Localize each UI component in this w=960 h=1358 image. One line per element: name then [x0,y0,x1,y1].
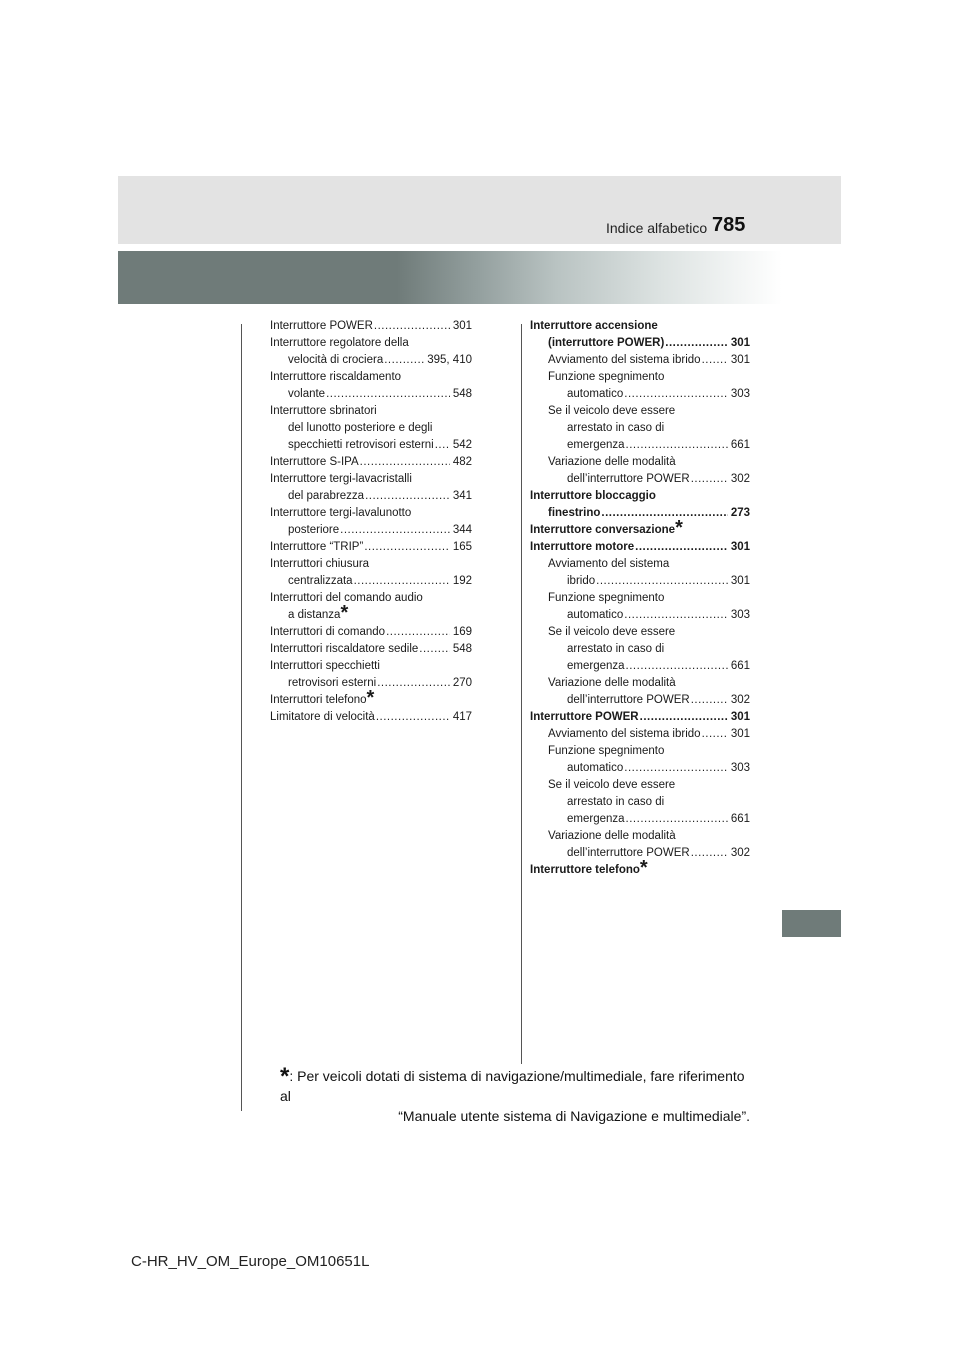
entry-term: a distanza [288,609,341,621]
footnote-line-1 [280,1063,750,1106]
index-entry [530,675,750,709]
dot-leader [702,726,728,743]
entry-line [270,505,472,522]
page-ref: 301 [452,320,472,332]
dot-leader [626,437,728,454]
dot-leader [624,760,728,777]
index-entry [270,318,472,335]
entry-term: Variazione delle modalità [548,830,676,842]
entry-term: Se il veicolo deve essere [548,779,676,791]
dot-leader [691,471,728,488]
dot-leader [596,573,728,590]
entry-line [530,743,750,760]
entry-term: emergenza [567,660,625,672]
index-entry [530,726,750,743]
entry-term: del parabrezza [288,490,365,502]
index-entry [530,624,750,675]
asterisk-mark: * [639,857,648,879]
entry-term: arrestato in caso di [567,422,665,434]
entry-line [530,675,750,692]
entry-line [530,403,750,420]
dot-leader [419,641,450,658]
entry-term: Interruttori del comando audio [270,592,423,604]
entry-line [270,420,472,437]
index-entry [270,403,472,454]
entry-line [270,624,472,641]
index-entry [530,352,750,369]
entry-line [530,607,750,624]
page-ref: 542 [452,439,472,451]
entry-term: specchietti retrovisori esterni [288,439,434,451]
index-entry [270,624,472,641]
entry-term: Interruttore motore [530,541,635,553]
entry-term: Se il veicolo deve essere [548,405,676,417]
entry-line [530,641,750,658]
entry-term: del lunotto posteriore e degli [288,422,433,434]
header-gradient-band [118,251,782,304]
entry-line [270,590,472,607]
index-entry [530,743,750,777]
entry-term: Avviamento del sistema ibrido [548,728,701,740]
entry-term: Variazione delle modalità [548,677,676,689]
dot-leader [691,845,728,862]
dot-leader [376,709,450,726]
entry-term: automatico [567,762,624,774]
dot-leader [377,675,450,692]
page-ref: 169 [452,626,472,638]
entry-line [530,777,750,794]
entry-line [270,369,472,386]
entry-line [530,505,750,522]
entry-line [270,352,472,369]
entry-term: emergenza [567,813,625,825]
index-entry [530,517,750,539]
entry-line [530,335,750,352]
entry-term: velocità di crociera [288,354,384,366]
page-ref: 192 [452,575,472,587]
entry-term: Funzione spegnimento [548,592,665,604]
page-ref: 303 [730,388,750,400]
entry-term: Avviamento del sistema ibrido [548,354,701,366]
index-entry [270,709,472,726]
entry-line [270,539,472,556]
entry-term: dell’interruttore POWER [567,847,690,859]
entry-line [270,335,472,352]
dot-leader [624,386,728,403]
entry-line [530,658,750,675]
dot-leader [635,539,728,556]
entry-line [270,709,472,726]
dot-leader [626,811,728,828]
entry-term: Interruttore accensione [530,320,658,332]
dot-leader [364,539,450,556]
index-entry [530,403,750,454]
dot-leader [702,352,728,369]
entry-line [270,403,472,420]
entry-line [530,454,750,471]
entry-term: Interruttore “TRIP” [270,541,364,553]
entry-term: arrestato in caso di [567,796,665,808]
dot-leader [640,709,728,726]
page-ref: 302 [730,694,750,706]
index-entry [270,505,472,539]
dot-leader [374,318,450,335]
section-title: Indice alfabetico [606,220,708,236]
entry-term: Interruttori specchietti [270,660,380,672]
dot-leader [665,335,728,352]
entry-line [270,602,472,624]
asterisk-mark: * [280,1063,290,1090]
page-ref: 661 [730,813,750,825]
index-entry [270,687,472,709]
page-ref: 301 [730,728,750,740]
page-ref: 165 [452,541,472,553]
entry-term: arrestato in caso di [567,643,665,655]
index-entry [530,369,750,403]
entry-line [530,811,750,828]
entry-term: centralizzata [288,575,353,587]
entry-term: dell’interruttore POWER [567,694,690,706]
page-ref: 395, 410 [427,354,472,366]
entry-term: Interruttore POWER [270,320,373,332]
entry-line [530,318,750,335]
entry-term: retrovisori esterni [288,677,377,689]
entry-term: Interruttore riscaldamento [270,371,402,383]
index-column-right [530,318,750,879]
entry-term: Se il veicolo deve essere [548,626,676,638]
entry-line [530,828,750,845]
entry-term: Interruttore sbrinatori [270,405,377,417]
entry-term: Funzione spegnimento [548,745,665,757]
entry-line [530,590,750,607]
index-entry [530,318,750,352]
index-entry [270,641,472,658]
entry-line [270,641,472,658]
entry-term: automatico [567,609,624,621]
dot-leader [624,607,728,624]
entry-line [270,454,472,471]
entry-line [530,573,750,590]
dot-leader [435,437,450,454]
index-entry [270,335,472,369]
index-entry [530,539,750,556]
asterisk-mark: * [340,602,349,624]
footnote [280,1063,750,1126]
entry-line [530,857,750,879]
footnote-line-2: “Manuale utente sistema di Navigazione e multimediale”. [398,1108,750,1124]
entry-term: volante [288,388,326,400]
entry-term: Interruttori chiusura [270,558,370,570]
entry-line [270,687,472,709]
index-entry [270,471,472,505]
page-ref: 548 [452,388,472,400]
dot-leader [626,658,728,675]
footnote-text-1: : Per veicoli dotati di sistema di navigazione/multimediale, fare riferimento al [280,1068,745,1104]
dot-leader [691,692,728,709]
section-thumb-tab [782,910,841,937]
entry-line [270,488,472,505]
entry-term: Variazione delle modalità [548,456,676,468]
page-ref: 301 [730,711,750,723]
entry-line [530,624,750,641]
entry-line [530,539,750,556]
entry-term: emergenza [567,439,625,451]
page-ref: 301 [730,575,750,587]
entry-line [530,386,750,403]
dot-leader [386,624,450,641]
entry-line [530,352,750,369]
entry-term: Avviamento del sistema [548,558,670,570]
dot-leader [365,488,450,505]
page-ref: 301 [730,337,750,349]
dot-leader [384,352,424,369]
page-ref: 303 [730,609,750,621]
index-entry [530,454,750,488]
document-code: C-HR_HV_OM_Europe_OM10651L [131,1253,370,1270]
entry-line [270,522,472,539]
entry-line [530,517,750,539]
page-ref: 661 [730,660,750,672]
index-entry [270,454,472,471]
entry-term: dell’interruttore POWER [567,473,690,485]
entry-line [530,709,750,726]
entry-term: Interruttore telefono [530,864,640,876]
index-entry [530,556,750,590]
entry-term: Interruttori telefono [270,694,367,706]
entry-line [530,369,750,386]
entry-term: Interruttore tergi-lavalunotto [270,507,412,519]
dot-leader [340,522,450,539]
index-entry [270,556,472,590]
page-ref: 482 [452,456,472,468]
entry-line [270,386,472,403]
index-entry [530,488,750,522]
entry-term: Interruttore conversazione [530,524,676,536]
entry-term: Interruttori di comando [270,626,386,638]
page-ref: 341 [452,490,472,502]
index-entry [270,369,472,403]
page-ref: 302 [730,847,750,859]
entry-line [530,760,750,777]
left-margin-rule [241,324,242,1111]
dot-leader [360,454,450,471]
dot-leader [354,573,450,590]
entry-term: Interruttore bloccaggio [530,490,656,502]
entry-line [270,318,472,335]
entry-term: posteriore [288,524,340,536]
entry-line [530,726,750,743]
page-ref: 548 [452,643,472,655]
entry-line [530,420,750,437]
entry-term: Interruttore regolatore della [270,337,409,349]
page-ref: 302 [730,473,750,485]
entry-line [270,658,472,675]
entry-term: ibrido [567,575,596,587]
asterisk-mark: * [675,517,683,539]
entry-term: finestrino [548,507,601,519]
entry-term: Interruttore tergi-lavacristalli [270,473,412,485]
index-entry [530,857,750,879]
index-entry [530,590,750,624]
entry-line [270,437,472,454]
entry-line [270,573,472,590]
page-number: 785 [712,214,746,236]
dot-leader [326,386,450,403]
entry-line [530,692,750,709]
entry-line [270,556,472,573]
page-ref: 661 [730,439,750,451]
page-ref: 273 [730,507,750,519]
entry-line [530,488,750,505]
entry-term: Interruttore S-IPA [270,456,359,468]
page-ref: 270 [452,677,472,689]
index-entry [530,709,750,726]
entry-term: Funzione spegnimento [548,371,665,383]
asterisk-mark: * [366,687,375,709]
entry-line [530,794,750,811]
entry-term: automatico [567,388,624,400]
entry-term: (interruttore POWER) [548,337,665,349]
entry-line [270,471,472,488]
entry-term: Limitatore di velocità [270,711,375,723]
entry-line [530,471,750,488]
page-ref: 301 [730,541,750,553]
page-ref: 303 [730,762,750,774]
index-entry [270,590,472,624]
index-entry [270,539,472,556]
page-ref: 301 [730,354,750,366]
entry-term: Interruttore POWER [530,711,639,723]
column-divider [521,324,522,1064]
index-entry [530,777,750,828]
index-column-left [270,318,472,726]
page-ref: 344 [452,524,472,536]
page-ref: 417 [452,711,472,723]
entry-line [530,556,750,573]
entry-term: Interruttori riscaldatore sedile [270,643,419,655]
entry-line [530,437,750,454]
dot-leader [601,505,727,522]
